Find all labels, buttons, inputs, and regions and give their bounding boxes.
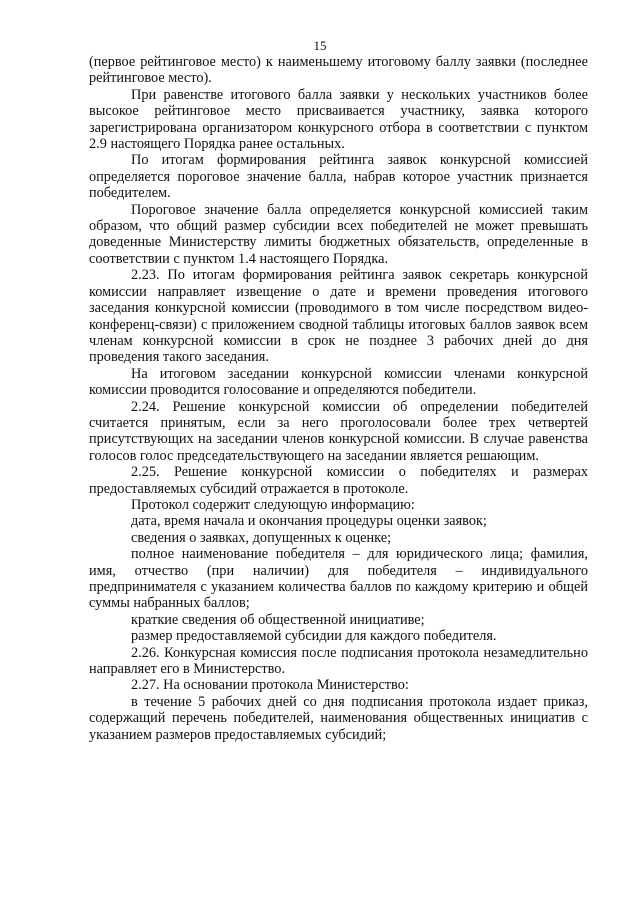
paragraph-2-23: 2.23. По итогам формирования рейтинга заявок секретарь конкурсной комиссии направляет извещение о дате и времени проведения итогового заседания конкурсной комиссии (проводимого в том числе посредством видео-конференц-связи) с приложением сводной таблицы итоговых баллов заявок всем членам конкурсной комиссии в срок не позднее 3 рабочих дней до дня проведения такого заседания. xyxy=(89,267,588,366)
paragraph-equal-score-rule: При равенстве итогового балла заявки у нескольких участников более высокое рейтинговое место присваивается участнику, заявка которого зарегистрирована организатором конкурсного отбора в соответствии с пунктом 2.9 настоящего Порядка ранее остальных. xyxy=(89,86,588,153)
document-body xyxy=(89,54,588,743)
paragraph-final-meeting-vote: На итоговом заседании конкурсной комиссии членами конкурсной комиссии проводится голосование и определяются победители. xyxy=(89,365,588,399)
list-item-order-issuance: в течение 5 рабочих дней со дня подписания протокола издает приказ, содержащий перечень победителей, наименования общественных инициатив с указанием размеров предоставляемых субсидий; xyxy=(89,693,588,743)
page-number: 15 xyxy=(313,38,327,53)
list-item-date-time: дата, время начала и окончания процедуры оценки заявок; xyxy=(131,513,487,530)
paragraph-protocol-contents: Протокол содержит следующую информацию: xyxy=(131,496,415,513)
paragraph-rating-continuation: (первое рейтинговое место) к наименьшему итоговому баллу заявки (последнее рейтинговое место). xyxy=(89,54,588,87)
paragraph-threshold-limits: Пороговое значение балла определяется конкурсной комиссией таким образом, что общий размер субсидии всех победителей не может превышать доведенные Министерству лимиты бюджетных обязательств, определенные в соответствии с пунктом 1.4 настоящего Порядка. xyxy=(89,201,588,267)
list-item-initiative-info: краткие сведения об общественной инициативе; xyxy=(131,611,425,628)
list-item-subsidy-size: размер предоставляемой субсидии для каждого победителя. xyxy=(131,628,497,645)
paragraph-2-24: 2.24. Решение конкурсной комиссии об определении победителей считается принятым, если за него проголосовали более трех четвертей присутствующих на заседании членов конкурсной комиссии. В случае равенства голосов голос председательствующего на заседании является решающим. xyxy=(89,398,588,464)
paragraph-2-25: 2.25. Решение конкурсной комиссии о победителях и размерах предоставляемых субсидий отражается в протоколе. xyxy=(89,464,588,497)
paragraph-2-27: 2.27. На основании протокола Министерство: xyxy=(131,677,409,694)
paragraph-threshold-definition: По итогам формирования рейтинга заявок конкурсной комиссией определяется пороговое значение балла, набрав которое участник признается победителем. xyxy=(89,152,588,202)
paragraph-2-26: 2.26. Конкурсная комиссия после подписания протокола незамедлительно направляет его в Министерство. xyxy=(89,644,588,678)
list-item-admitted-applications: сведения о заявках, допущенных к оценке; xyxy=(131,529,392,546)
list-item-winner-name: полное наименование победителя – для юридического лица; фамилия, имя, отчество (при наличии) для победителя – индивидуального предпринимателя с указанием количества баллов по каждому критерию и общей суммы набранных баллов; xyxy=(89,546,588,612)
